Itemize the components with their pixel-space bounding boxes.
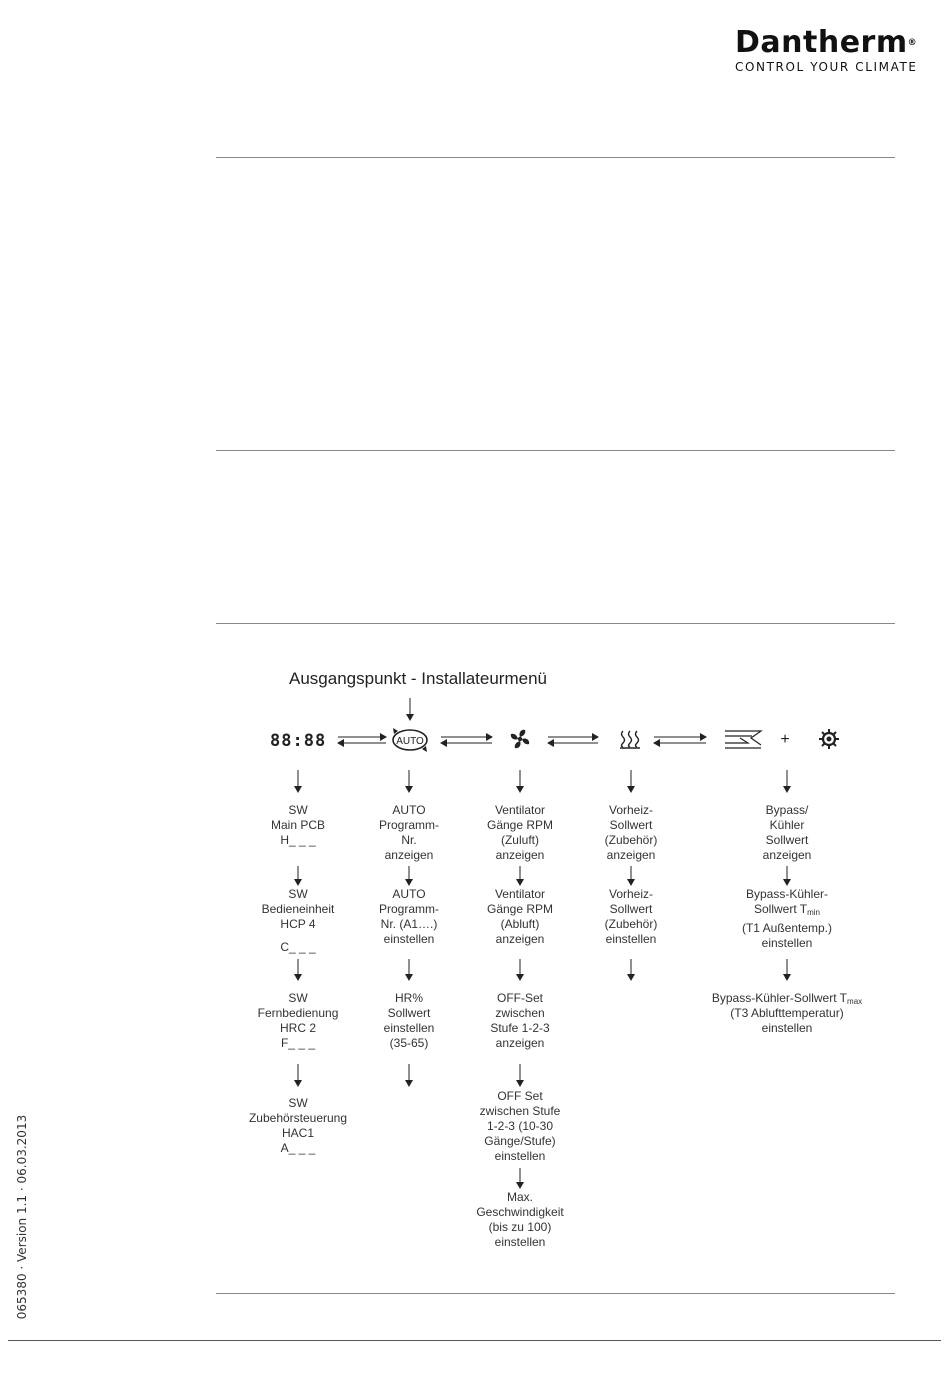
box-line: einstellen — [605, 932, 657, 946]
box-line: SW — [288, 1096, 308, 1110]
box-line: einstellen — [761, 936, 813, 950]
box-line: (Abluft) — [500, 917, 540, 931]
auto-icon-label: AUTO — [396, 736, 424, 747]
preheat-setpoint-show-box — [605, 803, 658, 863]
box-line: Bypass-Kühler-Sollwert $T_{max}$ — [711, 991, 863, 1006]
bypass-cooler-show-box — [763, 803, 812, 863]
box-line: (bis zu 100) — [488, 1220, 552, 1234]
box-line: OFF Set — [497, 1089, 543, 1103]
registered-mark: ® — [907, 38, 918, 48]
sw-accessory-box — [249, 1096, 347, 1156]
sw-control-unit-box — [262, 887, 335, 955]
nav-arrow-pair — [548, 737, 598, 743]
box-line: anzeigen — [495, 1036, 545, 1050]
box-line: Fernbedienung — [257, 1006, 339, 1020]
box-line: 1-2-3 (10-30 — [486, 1119, 554, 1133]
box-line: HR% — [394, 991, 424, 1005]
box-line: einstellen — [383, 1021, 435, 1035]
max-speed-set-box — [476, 1190, 563, 1250]
box-line: Stufe 1-2-3 — [490, 1021, 550, 1035]
box-line: Gänge RPM — [486, 902, 554, 916]
box-line: Bypass/ — [765, 803, 809, 817]
humidity-setpoint-box — [384, 991, 435, 1051]
box-line: (T1 Außentemp.) — [741, 921, 833, 935]
footer-doc-id: 065380 · Version 1.1 · 06.03.2013 — [15, 1114, 29, 1320]
diagram-title: Ausgangspunkt - Installateurmenü — [289, 669, 547, 688]
cooler-icon — [819, 729, 839, 749]
auto-mode-icon — [393, 728, 427, 752]
bypass-tmin-set-box — [742, 887, 832, 951]
box-line: Kühler — [769, 818, 805, 832]
bypass-icon — [725, 731, 761, 748]
plus-sign: + — [780, 731, 790, 748]
box-line: F_ _ _ — [280, 1036, 316, 1050]
box-line: anzeigen — [762, 848, 812, 862]
box-line: Sollwert $T_{min}$ — [753, 902, 821, 917]
box-line: Nr. (A1….) — [380, 917, 438, 931]
box-line: Main PCB — [270, 818, 326, 832]
box-line: Programm- — [378, 902, 440, 916]
box-line: Max. — [506, 1190, 533, 1204]
box-line: zwischen Stufe — [479, 1104, 561, 1118]
box-line: Nr. — [401, 833, 417, 847]
box-line: Zubehörsteuerung — [248, 1111, 348, 1125]
box-line: H_ _ _ — [280, 833, 316, 847]
box-line: Geschwindigkeit — [476, 1205, 564, 1219]
box-line: Ventilator — [494, 803, 546, 817]
box-line: anzeigen — [606, 848, 656, 862]
display-readout-icon: 88:88 — [270, 731, 327, 751]
nav-arrow-pair — [338, 737, 386, 743]
brand-name: Dantherm — [735, 25, 908, 60]
box-line: OFF-Set — [496, 991, 543, 1005]
preheat-icon — [620, 731, 640, 748]
box-line: HRC 2 — [279, 1021, 317, 1035]
auto-program-show-box — [379, 803, 439, 863]
box-line: SW — [288, 803, 308, 817]
box-line: anzeigen — [495, 848, 545, 862]
box-line: Ventilator — [494, 887, 546, 901]
box-line: Vorheiz- — [608, 887, 654, 901]
box-line: (35-65) — [389, 1036, 429, 1050]
sw-remote-box — [258, 991, 339, 1051]
box-line: (Zubehör) — [604, 833, 658, 847]
box-line: einstellen — [383, 932, 435, 946]
box-line: Bedieneinheit — [261, 902, 335, 916]
nav-arrow-pair — [654, 737, 706, 743]
bypass-tmax-set-box — [712, 991, 862, 1036]
box-line: Bypass-Kühler- — [745, 887, 829, 901]
fan-supply-show-box — [487, 803, 553, 863]
fan-icon — [511, 730, 529, 748]
box-line: C_ _ _ — [280, 940, 316, 954]
box-line: anzeigen — [384, 848, 434, 862]
box-line: Sollwert — [387, 1006, 431, 1020]
box-line: Gänge/Stufe) — [484, 1134, 556, 1148]
box-line: (T3 Ablufttemperatur) — [730, 1006, 844, 1020]
box-line: AUTO — [392, 803, 426, 817]
box-line: Sollwert — [609, 818, 653, 832]
box-line: zwischen — [495, 1006, 545, 1020]
box-line: A_ _ _ — [280, 1141, 316, 1155]
box-line: Sollwert — [609, 902, 653, 916]
brand-tagline: CONTROL YOUR CLIMATE — [735, 60, 918, 74]
preheat-setpoint-set-box — [605, 887, 658, 947]
nav-arrow-pair — [441, 737, 492, 743]
offset-show-box — [490, 991, 549, 1051]
box-line: SW — [288, 991, 308, 1005]
spacer — [262, 932, 335, 940]
fan-exhaust-show-box — [487, 887, 553, 947]
auto-program-set-box — [379, 887, 439, 947]
box-line: Gänge RPM — [486, 818, 554, 832]
box-line: Sollwert — [765, 833, 809, 847]
box-line: einstellen — [761, 1021, 813, 1035]
box-line: anzeigen — [495, 932, 545, 946]
box-line: Vorheiz- — [608, 803, 654, 817]
box-line: Programm- — [378, 818, 440, 832]
box-line: einstellen — [494, 1235, 546, 1249]
sw-main-pcb-box — [271, 803, 325, 848]
box-line: HAC1 — [281, 1126, 315, 1140]
box-line: AUTO — [392, 887, 426, 901]
box-line: SW — [288, 887, 308, 901]
box-line: (Zuluft) — [500, 833, 539, 847]
offset-set-box — [480, 1089, 561, 1164]
box-line: einstellen — [494, 1149, 546, 1163]
box-line: (Zubehör) — [604, 917, 658, 931]
box-line: HCP 4 — [280, 917, 316, 931]
